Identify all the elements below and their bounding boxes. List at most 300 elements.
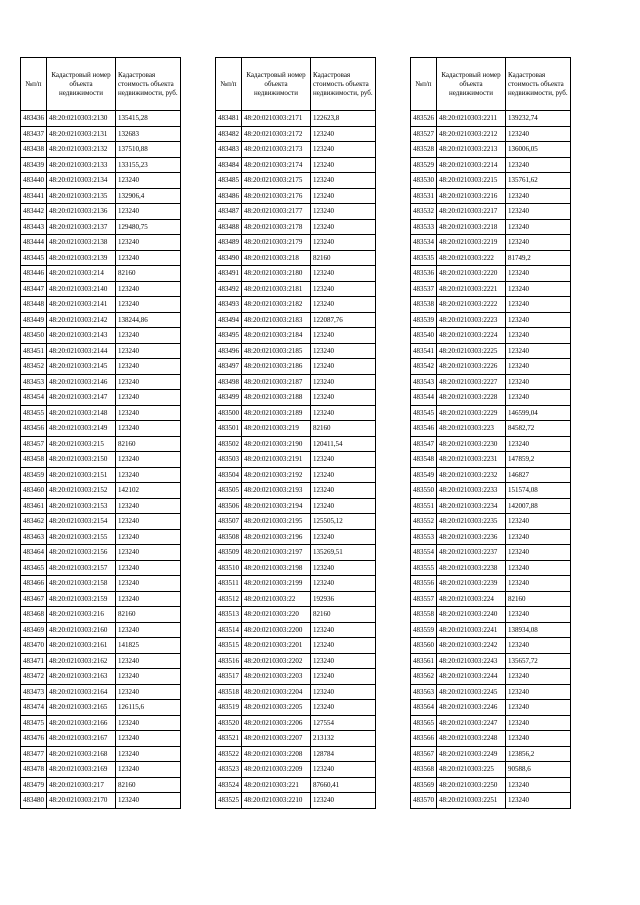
- table-row: [411, 762, 571, 778]
- row-number: 483519: [216, 700, 242, 716]
- row-number: 483440: [21, 173, 47, 189]
- row-number: 483533: [411, 219, 437, 235]
- table-row: [411, 777, 571, 793]
- row-number: 483450: [21, 328, 47, 344]
- table-row: [216, 622, 376, 638]
- row-number: 483478: [21, 762, 47, 778]
- cadastral-value: 125505,12: [311, 514, 376, 530]
- row-number: 483564: [411, 700, 437, 716]
- row-number: 483542: [411, 359, 437, 375]
- row-number: 483561: [411, 653, 437, 669]
- cadastral-number: 48:20:0210303:2152: [47, 483, 116, 499]
- table-row: [21, 173, 181, 189]
- cadastral-number: 48:20:0210303:2208: [242, 746, 311, 762]
- row-number: 483528: [411, 142, 437, 158]
- cadastral-value: 123240: [116, 793, 181, 809]
- table-row: [21, 746, 181, 762]
- cadastral-number: 48:20:0210303:2211: [437, 111, 506, 127]
- row-number: 483518: [216, 684, 242, 700]
- table-header-row: [21, 58, 181, 111]
- cadastral-number: 48:20:0210303:2162: [47, 653, 116, 669]
- cadastral-value: 138244,86: [116, 312, 181, 328]
- table-row: [216, 669, 376, 685]
- table-row: [411, 793, 571, 809]
- cadastral-number: 48:20:0210303:2250: [437, 777, 506, 793]
- row-number: 483527: [411, 126, 437, 142]
- cadastral-number: 48:20:0210303:2192: [242, 467, 311, 483]
- table-row: [411, 746, 571, 762]
- row-number: 483443: [21, 219, 47, 235]
- table-row: [411, 622, 571, 638]
- row-number: 483493: [216, 297, 242, 313]
- table-row: [21, 560, 181, 576]
- cadastral-number: 48:20:0210303:2196: [242, 529, 311, 545]
- row-number: 483535: [411, 250, 437, 266]
- row-number: 483560: [411, 638, 437, 654]
- cadastral-number: 48:20:0210303:2222: [437, 297, 506, 313]
- table-row: [216, 591, 376, 607]
- table-row: [411, 591, 571, 607]
- cadastral-number: 48:20:0210303:217: [47, 777, 116, 793]
- cadastral-number: 48:20:0210303:2154: [47, 514, 116, 530]
- table-row: [21, 545, 181, 561]
- table-row: [216, 219, 376, 235]
- row-number: 483529: [411, 157, 437, 173]
- cadastral-value: 123240: [311, 343, 376, 359]
- row-number: 483475: [21, 715, 47, 731]
- cadastral-number: 48:20:0210303:2187: [242, 374, 311, 390]
- table-row: [21, 762, 181, 778]
- cadastral-value: 133155,23: [116, 157, 181, 173]
- cadastral-value: 82160: [116, 266, 181, 282]
- cadastral-number: 48:20:0210303:2182: [242, 297, 311, 313]
- row-number: 483505: [216, 483, 242, 499]
- cadastral-value: 138934,08: [506, 622, 571, 638]
- table-row: [411, 715, 571, 731]
- table-row: [21, 157, 181, 173]
- row-number: 483490: [216, 250, 242, 266]
- row-number: 483492: [216, 281, 242, 297]
- row-number: 483498: [216, 374, 242, 390]
- table-row: [21, 653, 181, 669]
- row-number: 483463: [21, 529, 47, 545]
- table-row: [216, 111, 376, 127]
- table-row: [216, 746, 376, 762]
- table-row: [411, 452, 571, 468]
- cadastral-value: 123240: [311, 173, 376, 189]
- cadastral-value: 123240: [506, 266, 571, 282]
- cadastral-value: 82160: [311, 250, 376, 266]
- cadastral-value: 123240: [506, 219, 571, 235]
- row-number: 483456: [21, 421, 47, 437]
- cadastral-value: 120411,54: [311, 436, 376, 452]
- cadastral-value: 123240: [116, 250, 181, 266]
- row-number: 483539: [411, 312, 437, 328]
- cadastral-number: 48:20:0210303:2199: [242, 576, 311, 592]
- row-number: 483541: [411, 343, 437, 359]
- cadastral-value: 123240: [116, 297, 181, 313]
- table-row: [411, 374, 571, 390]
- cadastral-number: 48:20:0210303:2247: [437, 715, 506, 731]
- cadastral-value: 82160: [311, 421, 376, 437]
- row-number: 483487: [216, 204, 242, 220]
- cadastral-value: 123240: [311, 560, 376, 576]
- cadastral-number: 48:20:0210303:2220: [437, 266, 506, 282]
- cadastral-number: 48:20:0210303:2212: [437, 126, 506, 142]
- row-number: 483473: [21, 684, 47, 700]
- row-number: 483500: [216, 405, 242, 421]
- table-row: [411, 111, 571, 127]
- table-row: [216, 281, 376, 297]
- cadastral-value: 142102: [116, 483, 181, 499]
- cadastral-number: 48:20:0210303:2132: [47, 142, 116, 158]
- row-number: 483548: [411, 452, 437, 468]
- header-num: №п/п: [21, 58, 47, 111]
- row-number: 483464: [21, 545, 47, 561]
- cadastral-value: 123240: [116, 715, 181, 731]
- cadastral-table-1: [20, 57, 181, 809]
- row-number: 483468: [21, 607, 47, 623]
- table-row: [21, 188, 181, 204]
- cadastral-number: 48:20:0210303:2153: [47, 498, 116, 514]
- cadastral-number: 48:20:0210303:2205: [242, 700, 311, 716]
- cadastral-number: 48:20:0210303:2227: [437, 374, 506, 390]
- table-row: [216, 126, 376, 142]
- row-number: 483513: [216, 607, 242, 623]
- table-row: [21, 777, 181, 793]
- row-number: 483470: [21, 638, 47, 654]
- table-row: [21, 281, 181, 297]
- cadastral-number: 48:20:0210303:2160: [47, 622, 116, 638]
- row-number: 483457: [21, 436, 47, 452]
- table-row: [411, 266, 571, 282]
- cadastral-value: 123240: [506, 607, 571, 623]
- cadastral-value: 90588,6: [506, 762, 571, 778]
- cadastral-value: 123240: [116, 746, 181, 762]
- cadastral-value: 123240: [116, 467, 181, 483]
- cadastral-number: 48:20:0210303:218: [242, 250, 311, 266]
- cadastral-number: 48:20:0210303:219: [242, 421, 311, 437]
- cadastral-value: 123240: [506, 700, 571, 716]
- table-row: [411, 653, 571, 669]
- row-number: 483454: [21, 390, 47, 406]
- cadastral-number: 48:20:0210303:2209: [242, 762, 311, 778]
- table-row: [21, 250, 181, 266]
- row-number: 483550: [411, 483, 437, 499]
- table-row: [21, 452, 181, 468]
- row-number: 483477: [21, 746, 47, 762]
- table-row: [216, 793, 376, 809]
- cadastral-number: 48:20:0210303:221: [242, 777, 311, 793]
- table-row: [411, 405, 571, 421]
- cadastral-number: 48:20:0210303:2224: [437, 328, 506, 344]
- cadastral-number: 48:20:0210303:2139: [47, 250, 116, 266]
- cadastral-value: 123240: [506, 669, 571, 685]
- table-header-row: [411, 58, 571, 111]
- cadastral-value: 135415,28: [116, 111, 181, 127]
- table-row: [411, 343, 571, 359]
- row-number: 483555: [411, 560, 437, 576]
- table-row: [21, 669, 181, 685]
- cadastral-number: 48:20:0210303:2198: [242, 560, 311, 576]
- table-row: [21, 374, 181, 390]
- table-row: [411, 312, 571, 328]
- table-row: [411, 607, 571, 623]
- cadastral-number: 48:20:0210303:2173: [242, 142, 311, 158]
- cadastral-number: 48:20:0210303:2214: [437, 157, 506, 173]
- row-number: 483563: [411, 684, 437, 700]
- cadastral-number: 48:20:0210303:2185: [242, 343, 311, 359]
- row-number: 483436: [21, 111, 47, 127]
- table-row: [411, 514, 571, 530]
- cadastral-value: 123240: [311, 235, 376, 251]
- row-number: 483442: [21, 204, 47, 220]
- cadastral-number: 48:20:0210303:2190: [242, 436, 311, 452]
- cadastral-number: 48:20:0210303:2218: [437, 219, 506, 235]
- row-number: 483532: [411, 204, 437, 220]
- row-number: 483568: [411, 762, 437, 778]
- table-row: [216, 436, 376, 452]
- row-number: 483481: [216, 111, 242, 127]
- row-number: 483549: [411, 467, 437, 483]
- cadastral-number: 48:20:0210303:2226: [437, 359, 506, 375]
- table-row: [411, 576, 571, 592]
- table-row: [21, 576, 181, 592]
- row-number: 483489: [216, 235, 242, 251]
- cadastral-number: 48:20:0210303:2221: [437, 281, 506, 297]
- header-cadastral-value: Кадастровая стоимость объекта недвижимости, руб.: [116, 58, 181, 111]
- cadastral-number: 48:20:0210303:225: [437, 762, 506, 778]
- cadastral-number: 48:20:0210303:2197: [242, 545, 311, 561]
- cadastral-number: 48:20:0210303:2138: [47, 235, 116, 251]
- row-number: 483517: [216, 669, 242, 685]
- row-number: 483545: [411, 405, 437, 421]
- row-number: 483559: [411, 622, 437, 638]
- cadastral-value: 123240: [116, 684, 181, 700]
- cadastral-value: 123240: [506, 638, 571, 654]
- cadastral-value: 123240: [311, 188, 376, 204]
- table-row: [216, 312, 376, 328]
- row-number: 483515: [216, 638, 242, 654]
- table-row: [216, 157, 376, 173]
- table-row: [216, 514, 376, 530]
- table-row: [21, 343, 181, 359]
- cadastral-value: 123240: [311, 529, 376, 545]
- table-row: [216, 560, 376, 576]
- table-row: [216, 700, 376, 716]
- cadastral-value: 123240: [506, 359, 571, 375]
- table-row: [411, 483, 571, 499]
- cadastral-value: 82160: [116, 607, 181, 623]
- cadastral-value: 123240: [311, 157, 376, 173]
- row-number: 483562: [411, 669, 437, 685]
- cadastral-number: 48:20:0210303:2206: [242, 715, 311, 731]
- cadastral-number: 48:20:0210303:2134: [47, 173, 116, 189]
- table-row: [216, 297, 376, 313]
- cadastral-value: 123240: [116, 343, 181, 359]
- cadastral-value: 123240: [506, 576, 571, 592]
- row-number: 483486: [216, 188, 242, 204]
- cadastral-number: 48:20:0210303:2167: [47, 731, 116, 747]
- table-row: [411, 638, 571, 654]
- table-row: [216, 498, 376, 514]
- row-number: 483558: [411, 607, 437, 623]
- row-number: 483514: [216, 622, 242, 638]
- cadastral-number: 48:20:0210303:2195: [242, 514, 311, 530]
- cadastral-number: 48:20:0210303:2213: [437, 142, 506, 158]
- cadastral-number: 48:20:0210303:2194: [242, 498, 311, 514]
- header-cadastral-value: Кадастровая стоимость объекта недвижимости, руб.: [506, 58, 571, 111]
- row-number: 483553: [411, 529, 437, 545]
- cadastral-value: 123240: [311, 467, 376, 483]
- cadastral-value: 123240: [116, 374, 181, 390]
- cadastral-number: 48:20:0210303:2178: [242, 219, 311, 235]
- cadastral-value: 123240: [506, 328, 571, 344]
- cadastral-value: 123240: [116, 390, 181, 406]
- cadastral-number: 48:20:0210303:2244: [437, 669, 506, 685]
- cadastral-value: 141825: [116, 638, 181, 654]
- table-row: [21, 622, 181, 638]
- cadastral-number: 48:20:0210303:2230: [437, 436, 506, 452]
- table-row: [216, 777, 376, 793]
- cadastral-number: 48:20:0210303:2130: [47, 111, 116, 127]
- row-number: 483483: [216, 142, 242, 158]
- header-cadastral-number: Кадастровый номер объекта недвижимости: [242, 58, 311, 111]
- cadastral-number: 48:20:0210303:220: [242, 607, 311, 623]
- row-number: 483554: [411, 545, 437, 561]
- cadastral-value: 123240: [116, 204, 181, 220]
- cadastral-value: 123240: [311, 452, 376, 468]
- table-header-row: [216, 58, 376, 111]
- table-row: [216, 390, 376, 406]
- table-row: [411, 700, 571, 716]
- cadastral-number: 48:20:0210303:2236: [437, 529, 506, 545]
- row-number: 483540: [411, 328, 437, 344]
- cadastral-value: 123240: [116, 669, 181, 685]
- cadastral-value: 135269,51: [311, 545, 376, 561]
- cadastral-number: 48:20:0210303:222: [437, 250, 506, 266]
- table-row: [21, 607, 181, 623]
- cadastral-value: 123240: [311, 390, 376, 406]
- table-row: [21, 297, 181, 313]
- cadastral-number: 48:20:0210303:2193: [242, 483, 311, 499]
- table-row: [411, 188, 571, 204]
- row-number: 483469: [21, 622, 47, 638]
- table-row: [21, 498, 181, 514]
- cadastral-value: 129480,75: [116, 219, 181, 235]
- cadastral-number: 48:20:0210303:2229: [437, 405, 506, 421]
- table-row: [21, 359, 181, 375]
- row-number: 483439: [21, 157, 47, 173]
- cadastral-value: 123240: [311, 281, 376, 297]
- row-number: 483472: [21, 669, 47, 685]
- row-number: 483485: [216, 173, 242, 189]
- table-row: [411, 297, 571, 313]
- cadastral-value: 123240: [311, 297, 376, 313]
- cadastral-value: 123240: [311, 684, 376, 700]
- row-number: 483438: [21, 142, 47, 158]
- cadastral-number: 48:20:0210303:2176: [242, 188, 311, 204]
- row-number: 483546: [411, 421, 437, 437]
- table-row: [411, 529, 571, 545]
- table-row: [21, 405, 181, 421]
- table-body: [21, 111, 181, 809]
- table-row: [216, 204, 376, 220]
- cadastral-value: 82160: [116, 777, 181, 793]
- table-row: [411, 669, 571, 685]
- cadastral-number: 48:20:0210303:2157: [47, 560, 116, 576]
- cadastral-value: 123240: [116, 622, 181, 638]
- cadastral-number: 48:20:0210303:2151: [47, 467, 116, 483]
- table-row: [21, 219, 181, 235]
- row-number: 483507: [216, 514, 242, 530]
- cadastral-number: 48:20:0210303:2189: [242, 405, 311, 421]
- cadastral-number: 48:20:0210303:2171: [242, 111, 311, 127]
- row-number: 483495: [216, 328, 242, 344]
- cadastral-number: 48:20:0210303:2186: [242, 359, 311, 375]
- cadastral-number: 48:20:0210303:2239: [437, 576, 506, 592]
- cadastral-number: 48:20:0210303:2136: [47, 204, 116, 220]
- cadastral-number: 48:20:0210303:2146: [47, 374, 116, 390]
- cadastral-value: 123240: [116, 281, 181, 297]
- row-number: 483488: [216, 219, 242, 235]
- row-number: 483465: [21, 560, 47, 576]
- cadastral-value: 123240: [311, 204, 376, 220]
- row-number: 483466: [21, 576, 47, 592]
- table-row: [21, 467, 181, 483]
- cadastral-number: 48:20:0210303:2203: [242, 669, 311, 685]
- cadastral-value: 132906,4: [116, 188, 181, 204]
- row-number: 483544: [411, 390, 437, 406]
- cadastral-value: 82160: [506, 591, 571, 607]
- row-number: 483451: [21, 343, 47, 359]
- cadastral-value: 122087,76: [311, 312, 376, 328]
- table-row: [411, 281, 571, 297]
- cadastral-value: 123240: [506, 374, 571, 390]
- table-row: [411, 436, 571, 452]
- table-row: [21, 266, 181, 282]
- row-number: 483467: [21, 591, 47, 607]
- table-row: [216, 653, 376, 669]
- table-row: [216, 607, 376, 623]
- cadastral-value: 123240: [311, 359, 376, 375]
- row-number: 483460: [21, 483, 47, 499]
- row-number: 483511: [216, 576, 242, 592]
- cadastral-value: 123240: [506, 793, 571, 809]
- table-row: [411, 359, 571, 375]
- cadastral-number: 48:20:0210303:2133: [47, 157, 116, 173]
- table-row: [216, 684, 376, 700]
- cadastral-value: 123240: [506, 684, 571, 700]
- table-row: [216, 731, 376, 747]
- cadastral-number: 48:20:0210303:2210: [242, 793, 311, 809]
- cadastral-number: 48:20:0210303:2240: [437, 607, 506, 623]
- row-number: 483496: [216, 343, 242, 359]
- cadastral-value: 146599,04: [506, 405, 571, 421]
- cadastral-value: 122623,8: [311, 111, 376, 127]
- cadastral-number: 48:20:0210303:2177: [242, 204, 311, 220]
- cadastral-value: 142007,88: [506, 498, 571, 514]
- row-number: 483448: [21, 297, 47, 313]
- cadastral-value: 123240: [311, 653, 376, 669]
- row-number: 483557: [411, 591, 437, 607]
- row-number: 483499: [216, 390, 242, 406]
- cadastral-number: 48:20:0210303:2166: [47, 715, 116, 731]
- row-number: 483479: [21, 777, 47, 793]
- cadastral-value: 123240: [116, 173, 181, 189]
- row-number: 483494: [216, 312, 242, 328]
- cadastral-value: 151574,08: [506, 483, 571, 499]
